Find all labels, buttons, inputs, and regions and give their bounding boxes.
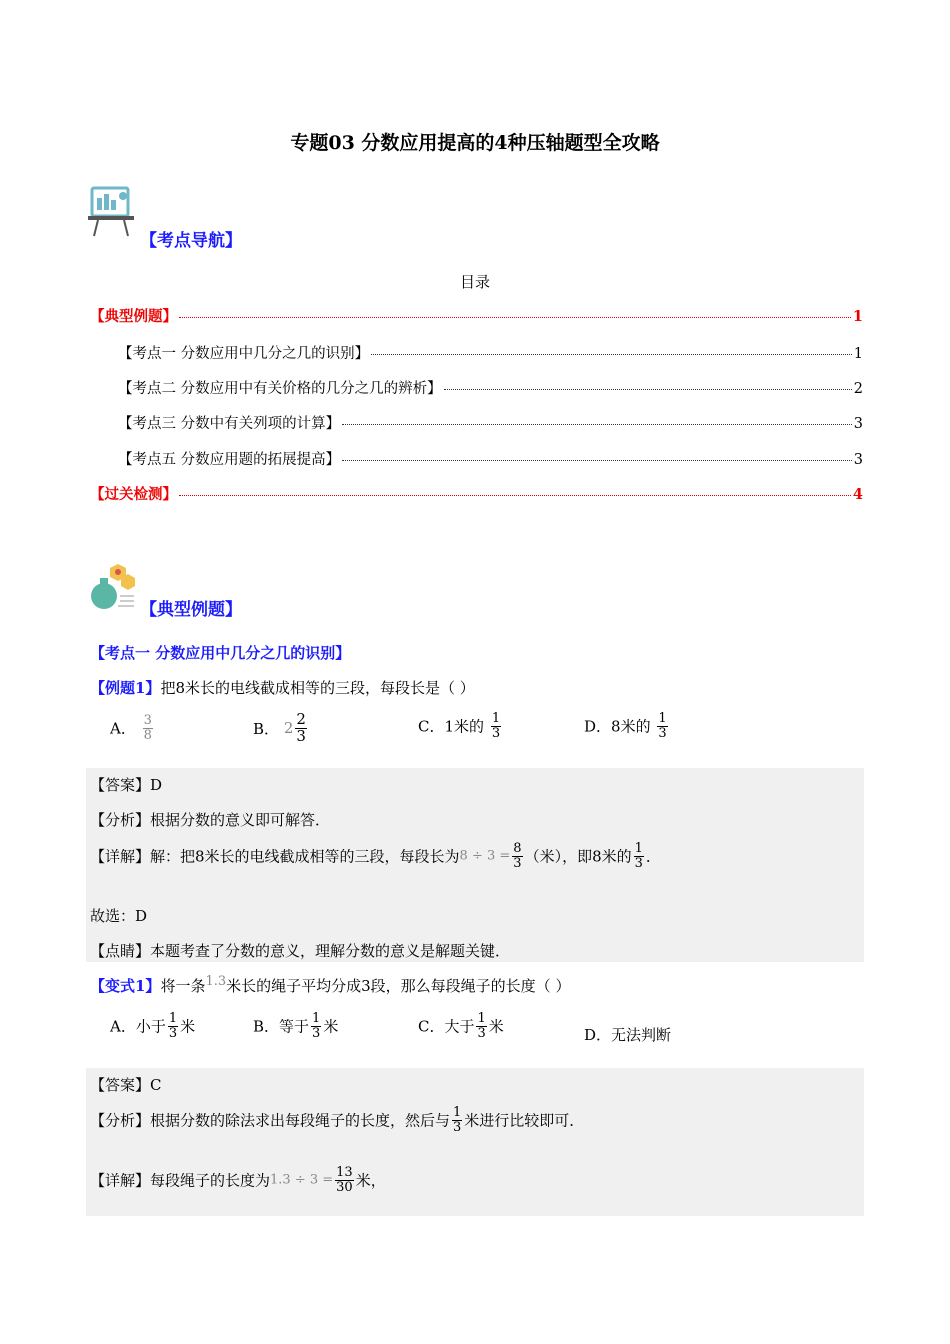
comment-text: 【点睛】本题考查了分数的意义，理解分数的意义是解题关键． — [90, 942, 511, 960]
flask-icon — [88, 562, 138, 616]
toc-leader — [179, 317, 851, 318]
option-label: A． — [110, 719, 136, 738]
analysis-text: 【分析】根据分数的意义即可解答． — [90, 811, 331, 829]
toc-row-label: 【典型例题】 — [90, 308, 177, 325]
toc-row-label: 【考点一 分数应用中几分之几的识别】 — [118, 346, 370, 362]
fraction: $\frac{1}{3}$ — [453, 1105, 462, 1135]
option-label: B． — [253, 719, 280, 738]
fraction: $\frac{1}{3}$ — [312, 1011, 321, 1041]
option-label: D．8米的 — [584, 717, 651, 736]
toc-page-number: 1 — [852, 308, 863, 325]
fraction: $\frac{1}{3}$ — [168, 1011, 178, 1041]
toc-row-label: 【考点二 分数应用中有关价格的几分之几的辨析】 — [118, 381, 442, 397]
option-label: A．小于 — [110, 1017, 166, 1036]
math-expression: 1.3 ÷ 3 = — [270, 1172, 334, 1188]
option-label: C．1米的 — [418, 717, 485, 736]
page-title: 专题03 分数应用提高的4种压轴题型全攻略 — [290, 132, 660, 154]
toc-row[interactable] — [118, 342, 863, 363]
topic-heading: 【考点一 分数应用中几分之几的识别】 — [90, 644, 351, 662]
math-expression: 8 ÷ 3 = — [459, 848, 511, 864]
choice-text: 故选：D — [90, 907, 148, 925]
answer-text: 【答案】C — [90, 1076, 162, 1094]
variant-question: 【变式1】将一条1.3米长的绳子平均分成3段，那么每段绳子的长度（ ） — [90, 974, 571, 995]
toc-row[interactable] — [118, 448, 863, 469]
toc-row-label: 【考点三 分数中有关列项的计算】 — [118, 416, 341, 432]
example-question — [90, 677, 475, 698]
toc-leader — [342, 460, 852, 461]
option-d[interactable] — [584, 712, 670, 740]
fraction: $\frac{1}{3}$ — [658, 711, 667, 741]
toc-leader — [342, 424, 852, 425]
detail-text: 【详解】每段绳子的长度为1.3 ÷ 3 = $\frac{13}{30}$ 米， — [90, 1165, 386, 1195]
toc-row[interactable] — [118, 377, 863, 398]
fraction: $\frac{8}{3}$ — [513, 841, 522, 871]
toc-row[interactable] — [90, 483, 863, 504]
option-c[interactable]: C．大于 $\frac{1}{3}$ 米 — [418, 1011, 504, 1041]
question-text: 把8米长的电线截成相等的三段，每段长是（ ） — [160, 679, 475, 697]
detail-text: 【详解】解：把8米长的电线截成相等的三段，每段长为8 ÷ 3 = $\frac{8}{3}$ （米），即8米的 $\frac{1}{3}$ ． — [90, 841, 661, 871]
variant-tag: 【变式1】 — [90, 977, 161, 995]
toc-page-number: 3 — [853, 416, 863, 432]
toc-row[interactable] — [118, 412, 863, 433]
option-c[interactable] — [418, 712, 503, 740]
option-label: C．大于 — [418, 1017, 475, 1036]
option-b[interactable]: B．等于 $\frac{1}{3}$ 米 — [253, 1011, 339, 1041]
toc-title: 目录 — [459, 273, 490, 291]
toc-row-label: 【考点五 分数应用题的拓展提高】 — [118, 452, 341, 468]
toc-row-label: 【过关检测】 — [90, 486, 177, 503]
fraction: $\frac{1}{3}$ — [491, 711, 501, 741]
mixed-number: 2 $\frac{2}{3}$ — [283, 710, 306, 745]
toc-page-number: 2 — [853, 381, 863, 397]
fraction: $\frac{13}{30}$ — [336, 1165, 353, 1195]
fraction: $\frac{1}{3}$ — [477, 1011, 486, 1041]
toc-row[interactable] — [90, 305, 863, 326]
option-d[interactable] — [584, 1024, 671, 1045]
option-b[interactable] — [253, 712, 309, 745]
examples-heading: 【典型例题】 — [140, 600, 242, 620]
option-a[interactable] — [110, 714, 155, 742]
toc-page-number: 4 — [852, 486, 863, 503]
answer-text: 【答案】D — [90, 776, 163, 794]
toc-page-number: 1 — [853, 346, 863, 362]
nav-heading: 【考点导航】 — [140, 231, 242, 251]
option-label: B．等于 — [253, 1017, 310, 1036]
example-tag: 【例题1】 — [90, 679, 161, 697]
toc-leader — [444, 389, 852, 390]
option-label: D．无法判断 — [584, 1026, 672, 1044]
fraction: $\frac{1}{3}$ — [634, 841, 643, 871]
math-value: 1.3 — [205, 974, 227, 989]
toc-page-number: 3 — [853, 452, 863, 468]
toc-leader — [371, 354, 852, 355]
toc-leader — [179, 495, 851, 496]
analysis-text: 【分析】根据分数的除法求出每段绳子的长度，然后与 $\frac{1}{3}$ 米进行比较即可． — [90, 1105, 585, 1135]
option-a[interactable]: A．小于 $\frac{1}{3}$ 米 — [110, 1011, 196, 1041]
presentation-board-icon — [88, 186, 138, 242]
fraction: $\frac{3}{8}$ — [143, 713, 152, 743]
